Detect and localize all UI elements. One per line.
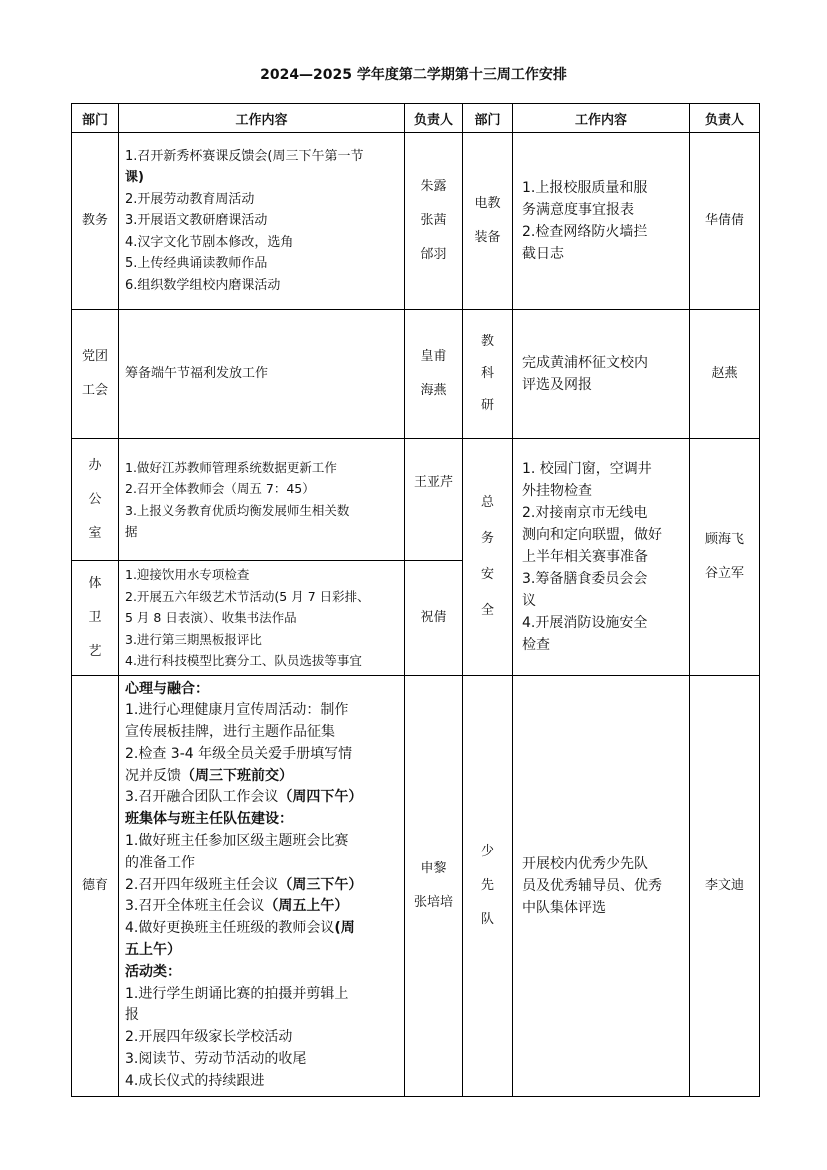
list-item: 完成黄浦杯征文校内 [522,355,648,371]
dept-char: 电教 [474,196,501,211]
dept-cell-right [463,439,513,676]
owner-name: 顾海飞 [704,531,744,547]
dept-char: 办 [88,457,102,473]
dept-char: 室 [88,525,102,541]
owner-cell: 王亚芹 [405,439,463,561]
list-item: 评选及网报 [522,377,592,393]
dept-char: 科 [480,366,494,381]
list-item: 的准备工作 [125,854,195,871]
owner-name: 皇甫 [420,349,447,364]
list-item: 4.做好更换班主任班级的教师会议(周 [125,920,355,937]
list-item: 3.召开全体班主任会议（周五上午） [125,898,349,915]
list-item: 3.上报义务教育优质均衡发展师生相关数 [125,502,350,518]
content-cell: 筹备端午节福利发放工作 [119,310,405,439]
list-item: 3.筹备膳食委员会会 [522,570,648,587]
list-item: 员及优秀辅导员、优秀 [522,877,662,894]
dept-char: 队 [480,911,494,927]
content-cell-right [513,310,690,439]
dept-cell-right [463,133,513,310]
dept-cell [72,310,119,439]
list-item: 报 [125,1007,139,1024]
header-dept-2: 部门 [463,104,513,133]
dept-char: 装备 [474,230,501,245]
list-item: 务满意度事宜报表 [522,202,634,218]
table-row [72,133,760,310]
table-row [72,310,760,439]
dept-char: 总 [480,494,494,510]
content-cell-right [513,439,690,676]
dept-char: 卫 [88,609,102,625]
header-content-2: 工作内容 [513,104,690,133]
dept-char: 研 [480,398,494,413]
list-item: 据 [125,524,138,539]
content-cell-right [513,675,690,1096]
content-cell [119,675,405,1096]
owner-cell [405,675,463,1096]
list-item: 3.开展语文教研磨课活动 [125,213,268,229]
list-item: 2.开展五六年级艺术节活动(5 月 7 日彩排、 [125,588,370,604]
list-item: 截日志 [522,246,564,262]
owner-cell-right [690,439,760,676]
dept-cell-right [463,675,513,1096]
table-row [72,439,760,561]
list-item: 1.上报校服质量和服 [522,180,648,196]
list-item: 1.召开新秀杯赛课反馈会(周三下午第一节 [125,148,364,164]
header-owner: 负责人 [405,104,463,133]
work-schedule-table [71,103,760,1097]
header-content: 工作内容 [119,104,405,133]
content-cell [119,439,405,561]
list-item: 五上午） [125,942,181,959]
dept-char: 艺 [88,643,102,659]
owner-cell: 祝倩 [405,561,463,676]
owner-name: 申黎 [420,860,447,876]
header-dept: 部门 [72,104,119,133]
dept-char: 教 [480,334,494,349]
list-item: 况并反馈（周三下班前交） [125,767,293,784]
dept-char: 先 [480,877,494,893]
owner-name: 朱露 [420,179,447,194]
page-title: 2024—2025 学年度第二学期第十三周工作安排 [260,67,567,83]
list-item: 上半年相关赛事准备 [522,548,648,565]
dept-char: 体 [88,575,102,591]
list-item: 1. 校园门窗，空调井 [522,460,652,477]
owner-cell [405,133,463,310]
list-item: 开展校内优秀少先队 [522,855,648,872]
dept-cell: 德育 [72,675,119,1096]
list-item: 3.阅读节、劳动节活动的收尾 [125,1051,307,1068]
dept-cell: 教务 [72,133,119,310]
owner-cell-right: 李文迪 [690,675,760,1096]
list-item: 6.组织数学组校内磨课活动 [125,277,281,293]
content-cell [119,133,405,310]
section-heading: 班集体与班主任队伍建设： [125,811,293,828]
header-row [72,104,760,133]
owner-cell-right: 华倩倩 [690,133,760,310]
dept-char: 党团 [81,349,108,364]
list-item: 课) [125,170,144,186]
list-item: 4.进行科技模型比赛分工、队员选拔等事宜 [125,653,362,668]
list-item: 中队集体评选 [522,899,606,916]
list-item: 1.做好江苏教师管理系统数据更新工作 [125,459,337,475]
header-owner-2: 负责人 [690,104,760,133]
list-item: 2.开展四年级家长学校活动 [125,1029,293,1046]
list-item: 2.开展劳动教育周活动 [125,191,255,207]
owner-name: 张茜 [420,213,447,228]
content-cell-right [513,133,690,310]
dept-char: 全 [480,602,494,618]
owner-cell-right: 赵燕 [690,310,760,439]
list-item: 5 月 8 日表演）、收集书法作品 [125,610,297,625]
owner-name: 张培培 [413,894,453,910]
content-cell [119,561,405,676]
dept-cell-right [463,310,513,439]
list-item: 4.开展消防设施安全 [522,614,648,631]
list-item: 5.上传经典诵读教师作品 [125,256,268,272]
list-item: 议 [522,592,536,609]
list-item: 3.进行第三期黑板报评比 [125,631,262,647]
list-item: 2.召开四年级班主任会议（周三下午） [125,876,363,893]
list-item: 宣传展板挂牌，进行主题作品征集 [125,724,335,741]
list-item: 3.召开融合团队工作会议（周四下午） [125,789,363,806]
owner-cell [405,310,463,439]
dept-cell [72,561,119,676]
dept-char: 公 [88,491,102,507]
list-item: 2.对接南京市无线电 [522,504,648,521]
list-item: 2.检查网络防火墙拦 [522,224,648,240]
table-row [72,675,760,1096]
owner-name: 邰羽 [420,247,447,262]
list-item: 1.进行心理健康月宣传周活动：制作 [125,702,349,719]
list-item: 1.做好班主任参加区级主题班会比赛 [125,833,349,850]
list-item: 2.检查 3-4 年级全员关爱手册填写情 [125,745,353,762]
list-item: 2.召开全体教师会（周五 7：45） [125,481,315,496]
section-heading: 心理与融合： [125,680,209,697]
list-item: 外挂物检查 [522,482,592,499]
section-heading: 活动类： [125,963,181,980]
dept-cell [72,439,119,561]
list-item: 4.成长仪式的持续跟进 [125,1072,265,1089]
list-item: 4.汉字文化节剧本修改，选角 [125,234,294,250]
owner-name: 海燕 [420,383,447,398]
list-item: 测向和定向联盟，做好 [522,526,662,543]
dept-char: 务 [480,530,494,546]
list-item: 检查 [522,636,550,653]
list-item: 1.进行学生朗诵比赛的拍摄并剪辑上 [125,985,349,1002]
dept-char: 工会 [81,383,108,398]
list-item: 1.迎接饮用水专项检查 [125,567,250,582]
owner-name: 谷立军 [704,565,744,581]
dept-char: 安 [480,566,494,582]
dept-char: 少 [480,843,494,859]
